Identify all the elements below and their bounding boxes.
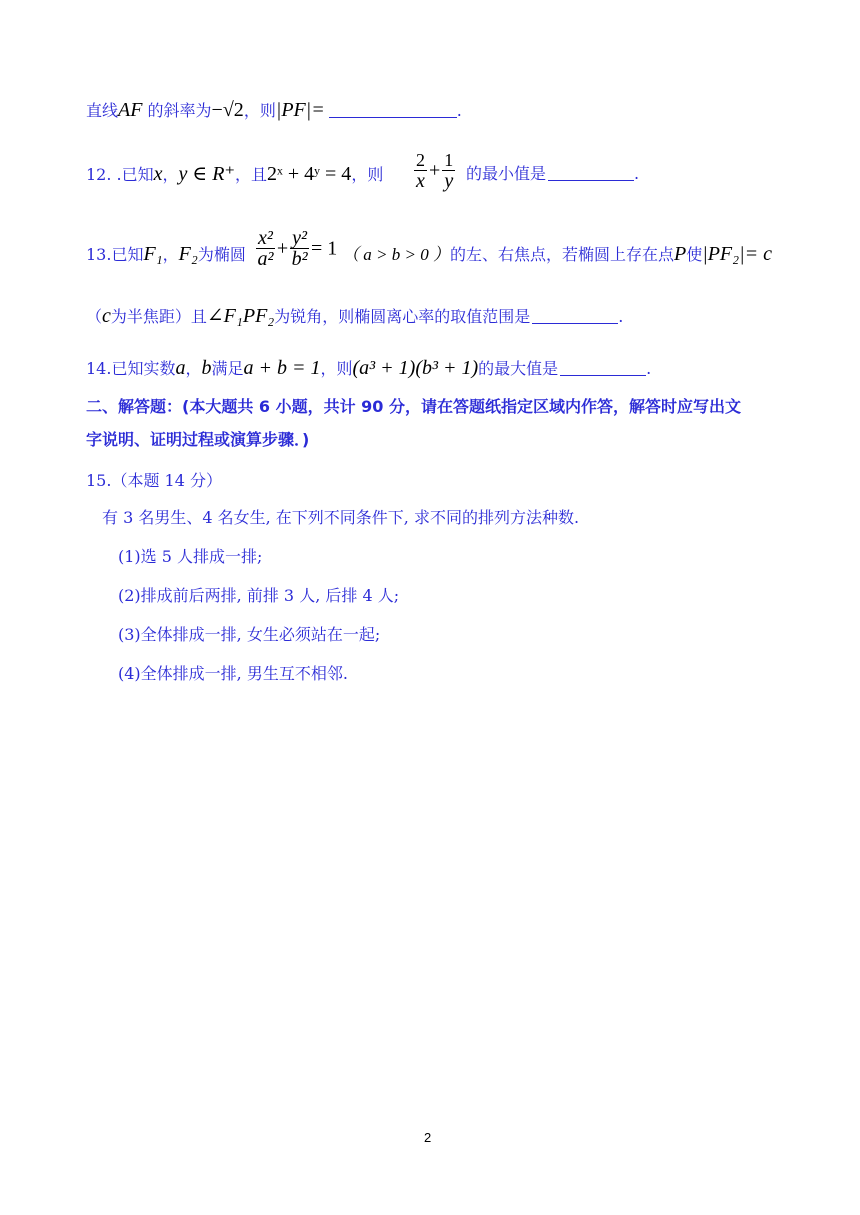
section-2-heading-line-2: 字说明、证明过程或演算步骤．) (86, 430, 310, 449)
q13-f1: F₁ (143, 243, 163, 265)
q14-answer-blank[interactable] (560, 374, 646, 376)
q13-fy-denominator: b² (291, 248, 308, 270)
q13-condition: （ a > b > 0 ） (342, 245, 450, 264)
q13-text: 已知 (111, 245, 144, 264)
q13-sep: ， (162, 245, 179, 264)
q14-expression: (a³ + 1)(b³ + 1) (352, 357, 479, 379)
question-14 (86, 358, 651, 379)
q13-equals-one: = 1 (311, 237, 338, 260)
q15-item-3: (3)全体排成一排, 女生必须站在一起; (118, 625, 381, 644)
q12-then: ，则 (351, 165, 384, 184)
q14-sep: ， (185, 359, 202, 378)
q12-frac1-numerator: 2 (416, 150, 425, 170)
q11-expr: |PF|= (275, 99, 325, 121)
question-12 (86, 164, 383, 185)
q13-line-2 (86, 306, 623, 327)
q11-text: 直线 (86, 101, 119, 120)
q11-end: . (456, 101, 462, 120)
q12-fraction-2 (442, 150, 455, 191)
q12-answer-blank[interactable] (548, 179, 634, 181)
q13-plus: + (276, 237, 289, 260)
q14-b: b (201, 357, 212, 379)
q13-fx-numerator: x² (258, 227, 273, 249)
q13-fy-numerator: y² (292, 227, 308, 249)
q11-answer-blank[interactable] (329, 116, 457, 118)
q12-expression (412, 150, 457, 191)
q14-a: a (175, 357, 186, 379)
q13-half-focal: 为半焦距）且 (110, 307, 207, 326)
q13-end: . (618, 307, 624, 326)
q13-foci-text: 的左、右焦点，若椭圆上存在点 (449, 245, 674, 264)
q13-such-that: 使 (686, 245, 703, 264)
q12-end: . (634, 164, 640, 183)
q12-text: .已知 (111, 165, 154, 184)
q13-range-text: 为锐角，则椭圆离心率的取值范围是 (274, 307, 531, 326)
q15-item-2: (2)排成前后两排, 前排 3 人, 后排 4 人; (118, 586, 400, 605)
q14-text: 已知实数 (111, 359, 176, 378)
q12-tail (466, 164, 639, 184)
q12-x: x (153, 163, 163, 185)
q12-fraction-1 (414, 150, 427, 191)
section-2-heading-line-1: 二、解答题：(本大题共 6 小题，共计 90 分，请在答题纸指定区域内作答，解答时应写出文 (86, 397, 741, 416)
q13-c: c (102, 305, 111, 327)
q11-slope-value: −√2 (211, 99, 244, 121)
q12-and: ，且 (235, 165, 268, 184)
q12-frac2-numerator: 1 (444, 150, 454, 170)
q13-fx-denominator: a² (257, 248, 274, 270)
q13-ellipse-equation (254, 228, 337, 269)
q13-fraction-y (290, 228, 309, 269)
q15-item-1: (1)选 5 人排成一排; (118, 547, 263, 566)
q12-frac1-denominator: x (416, 170, 425, 192)
q13-f2: F₂ (178, 243, 198, 265)
q12-min-text: 的最小值是 (466, 164, 547, 183)
q14-satisfy: 满足 (211, 359, 244, 378)
q14-number: 14. (86, 359, 112, 378)
q13-pf2: |PF₂|= c (702, 243, 772, 265)
q13-number: 13. (86, 245, 112, 264)
q14-end: . (646, 359, 652, 378)
q15-header: 15.（本题 14 分） (86, 471, 222, 490)
q12-frac2-denominator: y (444, 170, 454, 192)
q13-angle: ∠F₁PF₂ (206, 305, 275, 327)
page-number: 2 (424, 1130, 432, 1145)
q14-equation: a + b = 1 (243, 357, 321, 379)
q13-paren: （ (86, 307, 103, 326)
q11-then: ，则 (243, 101, 276, 120)
q11-text-mid: 的斜率为 (142, 101, 212, 120)
q11-continuation (86, 100, 462, 121)
q12-sep: ， (162, 165, 179, 184)
q12-equation: 2ˣ + 4ʸ = 4 (267, 163, 352, 185)
q12-plus: + (429, 159, 441, 182)
q12-number: 12. (86, 165, 112, 184)
q13-ellipse-text: 为椭圆 (197, 245, 246, 264)
q13-fraction-x (256, 228, 275, 269)
q11-var: AF (118, 99, 143, 121)
q13-point-p: P (673, 243, 687, 265)
q15-item-4: (4)全体排成一排, 男生互不相邻. (118, 664, 348, 683)
q13-tail (342, 244, 772, 265)
q12-y-domain: y ∈ R⁺ (178, 163, 236, 185)
question-13 (86, 244, 246, 265)
q15-intro: 有 3 名男生、4 名女生, 在下列不同条件下, 求不同的排列方法种数. (102, 508, 580, 527)
q13-answer-blank[interactable] (532, 322, 618, 324)
q14-then: ，则 (320, 359, 353, 378)
q14-max-text: 的最大值是 (478, 359, 559, 378)
